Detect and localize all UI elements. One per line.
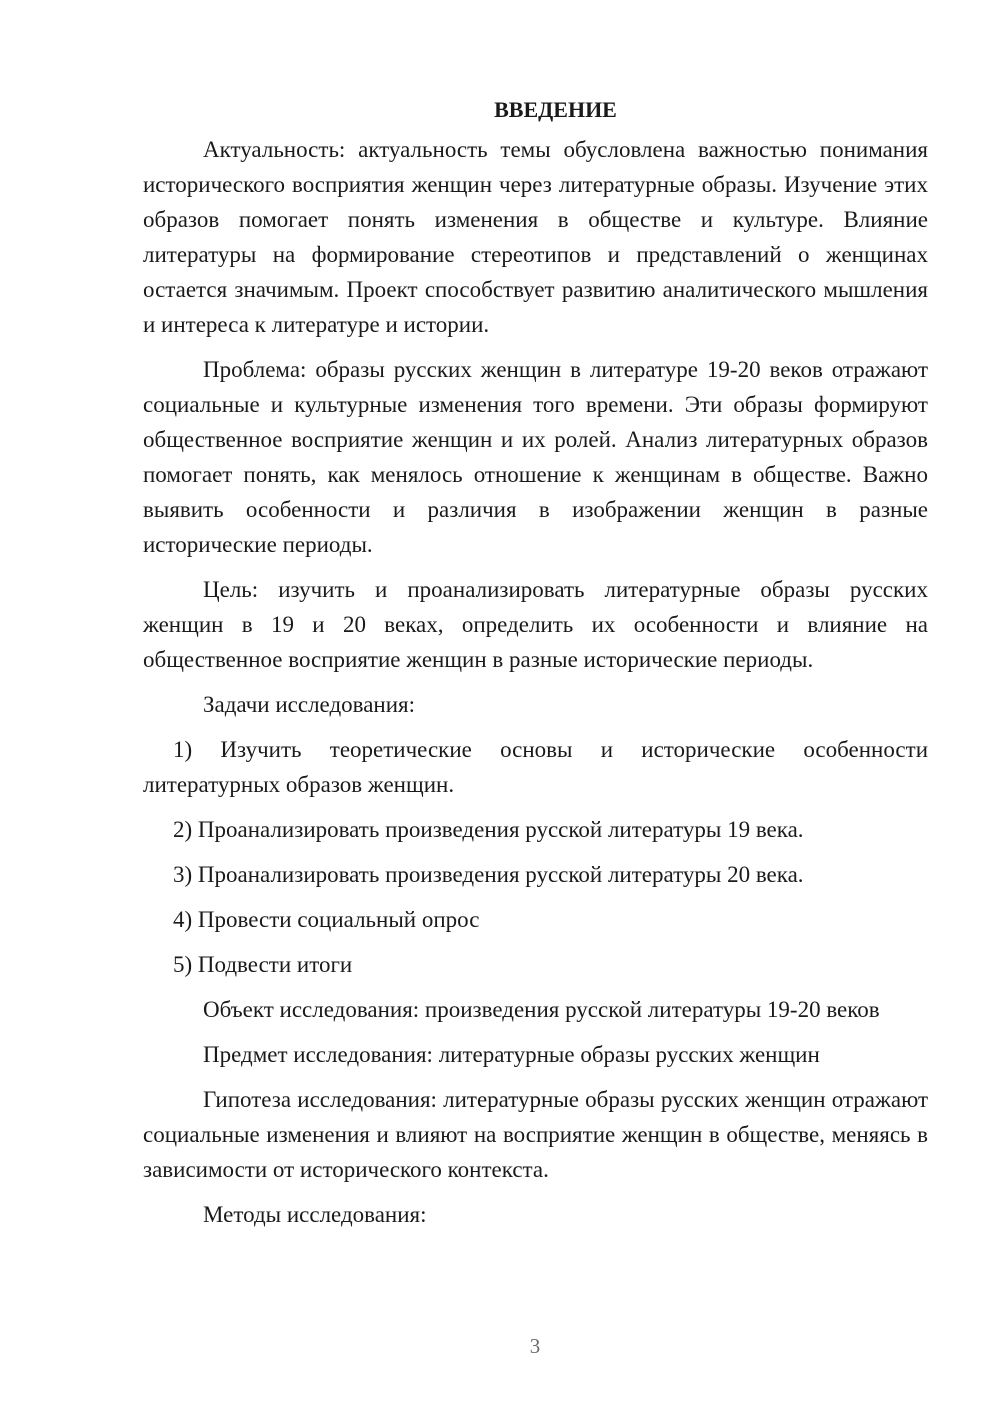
relevance-paragraph: Актуальность: актуальность темы обусловлена важностью понимания исторического восприятия женщин через литературные образы. Изучение этих образов помогает понять изменения в обществе и культуре. Влияние литературы на формирование стереотипов и представлений о женщинах остается значимым. Проект способствует развитию аналитического мышления и интереса к литературе и истории. — [143, 137, 928, 337]
tasks-list — [143, 732, 928, 982]
methods-heading: Методы исследования: — [203, 1202, 427, 1227]
list-item: 3) Проанализировать произведения русской литературы 20 века. — [173, 862, 804, 887]
list-item: 4) Провести социальный опрос — [173, 907, 480, 932]
goal-paragraph: Цель: изучить и проанализировать литературные образы русских женщин в 19 и 20 веках, определить их особенности и влияние на общественное восприятие женщин в разные исторические периоды. — [143, 577, 928, 672]
list-item: 1) Изучить теоретические основы и исторические особенности литературных образов женщин. — [143, 737, 928, 797]
list-item: 2) Проанализировать произведения русской литературы 19 века. — [173, 817, 804, 842]
page-number: 3 — [529, 1334, 541, 1358]
hypothesis-paragraph: Гипотеза исследования: литературные образы русских женщин отражают социальные изменения и влияют на восприятие женщин в обществе, меняясь в зависимости от исторического контекста. — [143, 1087, 928, 1182]
tasks-heading: Задачи исследования: — [203, 692, 416, 717]
page-title: ВВЕДЕНИЕ — [494, 97, 617, 122]
page-body — [143, 92, 928, 1242]
list-item: 5) Подвести итоги — [173, 952, 353, 977]
subject-paragraph: Предмет исследования: литературные образы русских женщин — [203, 1042, 820, 1067]
problem-paragraph: Проблема: образы русских женщин в литературе 19-20 веков отражают социальные и культурные изменения того времени. Эти образы формируют общественное восприятие женщин и их ролей. Анализ литературных образов помогает понять, как менялось отношение к женщинам в обществе. Важно выявить особенности и различия в изображении женщин в разные исторические периоды. — [143, 357, 928, 557]
object-paragraph: Объект исследования: произведения русской литературы 19-20 веков — [203, 997, 880, 1022]
